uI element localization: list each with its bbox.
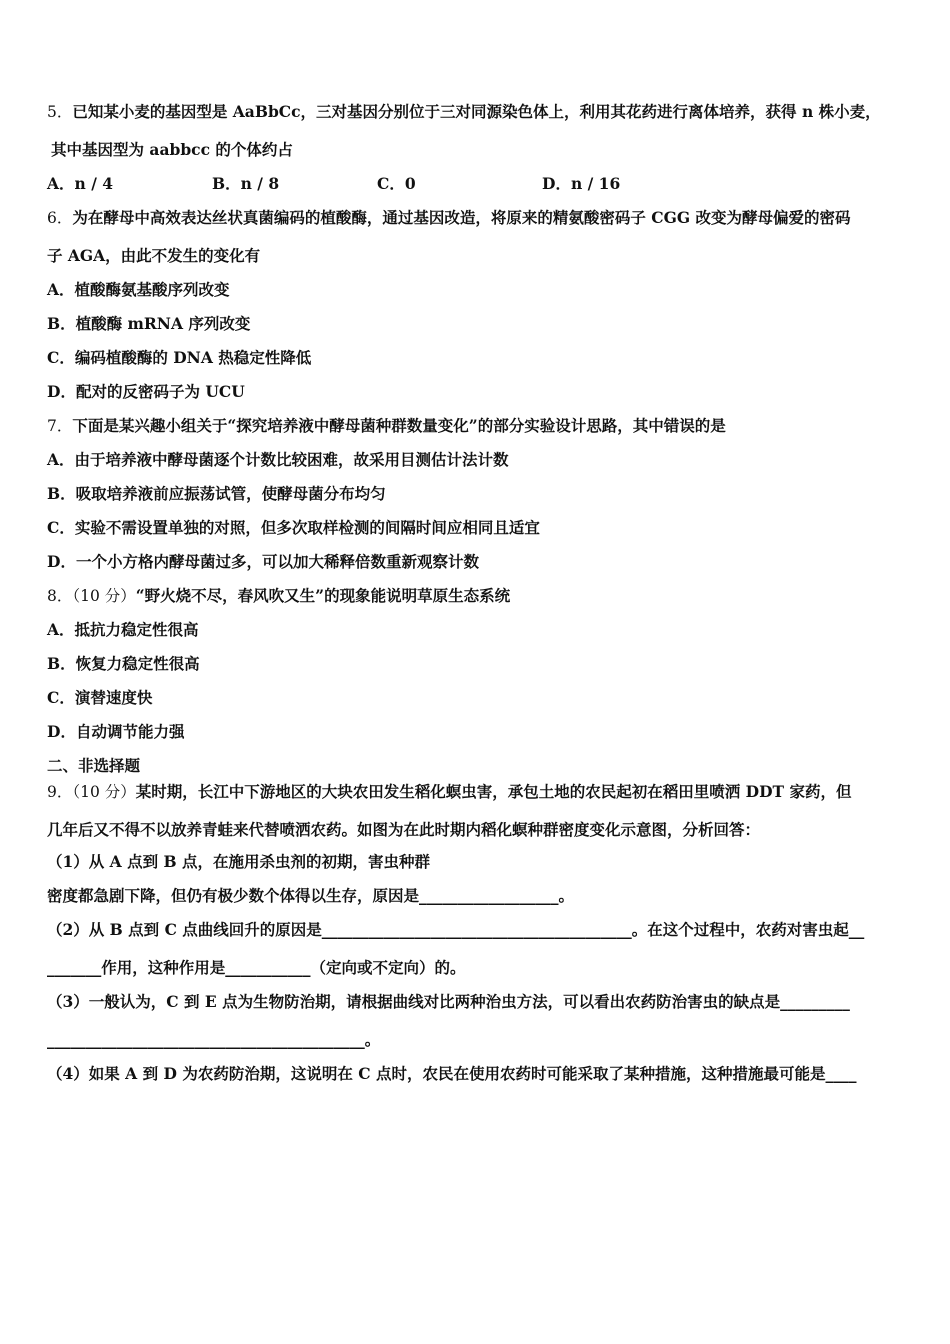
- q6-text-1: 为在酵母中高效表达丝状真菌编码的植酸酶，通过基因改造，将原来的精氨酸密码子 CGG 改变为酵母偏爱的密码: [72, 208, 851, 227]
- q5-stem-line1: [47, 102, 881, 122]
- q9-number: 9．（10 分）: [47, 783, 136, 801]
- q9-part3-line1: （3）一般认为，C 到 E 点为生物防治期，请根据曲线对比两种治虫方法，可以看出农药防治害虫的缺点是_________: [47, 992, 850, 1011]
- q5-number: 5．: [47, 103, 73, 121]
- q6-option-b: B．植酸酶 mRNA 序列改变: [47, 314, 251, 333]
- q5-options: [47, 174, 620, 194]
- q9-part2-line2: _______作用，这种作用是___________（定向或不定向）的。: [47, 958, 466, 977]
- q7-option-a: A．由于培养液中酵母菌逐个计数比较困难，故采用目测估计法计数: [47, 450, 509, 469]
- q8-number: 8．（10 分）: [47, 587, 136, 605]
- q5-option-b: B．n / 8: [212, 174, 280, 193]
- q8-option-c: C．演替速度快: [47, 688, 153, 707]
- q6-option-a: A．植酸酶氨基酸序列改变: [47, 280, 230, 299]
- q9-part2-line1: （2）从 B 点到 C 点曲线回升的原因是________________________________________。在这个过程中，农药对害虫起__: [47, 920, 865, 939]
- q8-text: “野火烧不尽，春风吹又生”的现象能说明草原生态系统: [135, 586, 511, 605]
- q6-stem-line1: [47, 208, 850, 228]
- q9-stem-line1: [47, 782, 851, 802]
- q8-option-d: D．自动调节能力强: [47, 722, 185, 741]
- q9-part1-line1: （1）从 A 点到 B 点，在施用杀虫剂的初期，害虫种群: [47, 852, 430, 871]
- q8-stem: [47, 586, 510, 606]
- q5-stem-line2: 其中基因型为 aabbcc 的个体约占: [51, 140, 293, 159]
- q5-text-1: 已知某小麦的基因型是 AaBbCc，三对基因分别位于三对同源染色体上，利用其花药进行离体培养，获得 n 株小麦，: [72, 102, 881, 121]
- q7-option-d: D．一个小方格内酵母菌过多，可以加大稀释倍数重新观察计数: [47, 552, 479, 571]
- q7-option-b: B．吸取培养液前应振荡试管，使酵母菌分布均匀: [47, 484, 386, 503]
- q5-option-c: C．0: [377, 174, 416, 193]
- q9-text-1: 某时期，长江中下游地区的大块农田发生稻化螟虫害，承包土地的农民起初在稻田里喷洒 DDT 家药，但: [135, 782, 852, 801]
- q7-option-c: C．实验不需设置单独的对照，但多次取样检测的间隔时间应相同且适宜: [47, 518, 540, 537]
- q8-option-b: B．恢复力稳定性很高: [47, 654, 200, 673]
- q5-option-a: A．n / 4: [47, 174, 114, 193]
- q5-option-d: D．n / 16: [542, 174, 621, 193]
- q9-stem-line2: 几年后又不得不以放养青蛙来代替喷洒农药。如图为在此时期内稻化螟种群密度变化示意图，分析回答：: [47, 820, 761, 839]
- q6-number: 6．: [47, 209, 73, 227]
- section-heading: 二、非选择题: [47, 756, 141, 775]
- q8-option-a: A．抵抗力稳定性很高: [47, 620, 199, 639]
- q6-option-c: C．编码植酸酶的 DNA 热稳定性降低: [47, 348, 312, 367]
- q7-number: 7．: [47, 417, 73, 435]
- q6-option-d: D．配对的反密码子为 UCU: [47, 382, 245, 401]
- q7-stem: [47, 416, 726, 436]
- q9-part3-line2: _________________________________________。: [47, 1030, 381, 1049]
- q9-part1-line2: 密度都急剧下降，但仍有极少数个体得以生存，原因是__________________。: [47, 886, 575, 905]
- q7-text: 下面是某兴趣小组关于“探究培养液中酵母菌种群数量变化”的部分实验设计思路，其中错误的是: [72, 416, 726, 435]
- q6-stem-line2: 子 AGA，由此不发生的变化有: [47, 246, 261, 265]
- q9-part4: （4）如果 A 到 D 为农药防治期，这说明在 C 点时，农民在使用农药时可能采取了某种措施，这种措施最可能是____: [47, 1064, 857, 1083]
